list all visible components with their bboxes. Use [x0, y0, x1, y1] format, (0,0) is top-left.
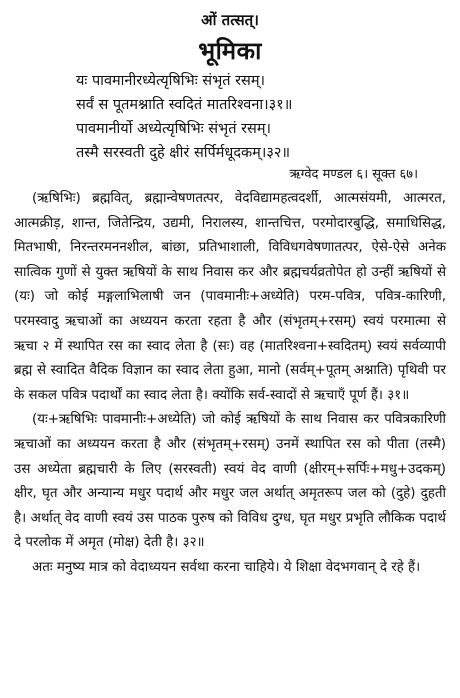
commentary-paragraph	[14, 408, 446, 556]
page-heading: भूमिका	[198, 37, 262, 65]
paragraph-text: अतः मनुष्य मात्र को वेदाध्ययन सर्वथा करना चाहिये। ये शिक्षा वेदभगवान् दे रहे हैं।	[32, 559, 421, 575]
verse-block	[14, 69, 446, 165]
paragraph-text: (यः+ऋषिभिः पावमानीः+अध्येति) जो कोई ऋषियों के साथ निवास कर पवित्रकारिणी ऋचाओं का अध्ययन करता है और (संभृतम्+रसम्) उनमें स्थापित रस को पीता (तस्मै) उस अध्येता ब्रह्मचारी के लिए (सरस्वती) स्वयं वेद वाणी (क्षीरम्+सर्पिः+मधु+उदकम्) क्षीर, घृत और अन्यान्य मधुर पदार्थ और मधुर जल अर्थात् अमृतरूप जल को (दुहे) दुहती है। अर्थात् वेद वाणी स्वयं उस पाठक पुरुष को विविध दुग्ध, घृत मधुर प्रभृति लौकिक पदार्थ दे परलोक में अमृत (मोक्ष) देती है। ३२॥	[14, 412, 446, 551]
paragraph-text: (ऋषिभिः) ब्रह्मवित्, ब्रह्मान्वेषणतत्पर, वेदविद्यामहत्वदर्शी, आत्मसंयमी, आत्मरत, आत्मक्रीड़, शान्त, जितेन्द्रिय, उद्यमी, निरालस्य, शान्तचित्त, परमोदारबुद्धि, समाधिसिद्ध, मितभाषी, निरन्तरमननशील, बांछा, प्रतिभाशाली, विविधगवेषणातत्पर, ऐसे-ऐसे अनेक सात्विक गुणों से युक्त ऋषियों के साथ निवास कर और ब्रह्मचर्यव्रतोपेत हो उन्हीं ऋषियों से (यः) जो कोई मङ्गलाभिलाषी जन (पावमानीः+अध्येति) परम-पवित्र, पवित्र-कारिणी, परमस्वादु ऋचाओं का अध्ययन करता रहता है और (संभृतम्+रसम्) स्वयं परमात्मा से ऋचा २ में स्थापित रस का स्वाद लेता है (सः) वह (मातरिश्वना+स्वदितम्) स्वयं सर्वव्यापी ब्रह्म से स्वादित वैदिक विज्ञान का स्वाद लेता हुआ, मानो (सर्वम्+पूतम् अश्नाति) पृथिवी पर के सकल पवित्र पदार्थों का स्वाद लेता है। क्योंकि सर्व-स्वादों से ऋचाएँ पूर्ण हैं। ३१॥	[14, 191, 446, 403]
verse-line: सर्वं स पूतमश्नाति स्वदितं मातरिश्वना।३१॥	[76, 97, 293, 113]
commentary-paragraph	[14, 187, 446, 408]
verse-line: यः पावमानीरध्येत्यृषिभिः संभृतं रसम्।	[76, 73, 266, 89]
verse-line: तस्मै सरस्वती दुहे क्षीरं सर्पिर्मधूदकम्।३२॥	[76, 145, 291, 161]
invocation-line: ओं तत्सत्।	[201, 11, 259, 29]
closing-paragraph	[14, 556, 446, 581]
scripture-reference: ऋग्वेद मण्डल ६। सूक्त ६७।	[289, 167, 418, 182]
verse-line: पावमानीर्यो अध्येत्यृषिभिः संभृतं रसम्।	[76, 121, 272, 137]
